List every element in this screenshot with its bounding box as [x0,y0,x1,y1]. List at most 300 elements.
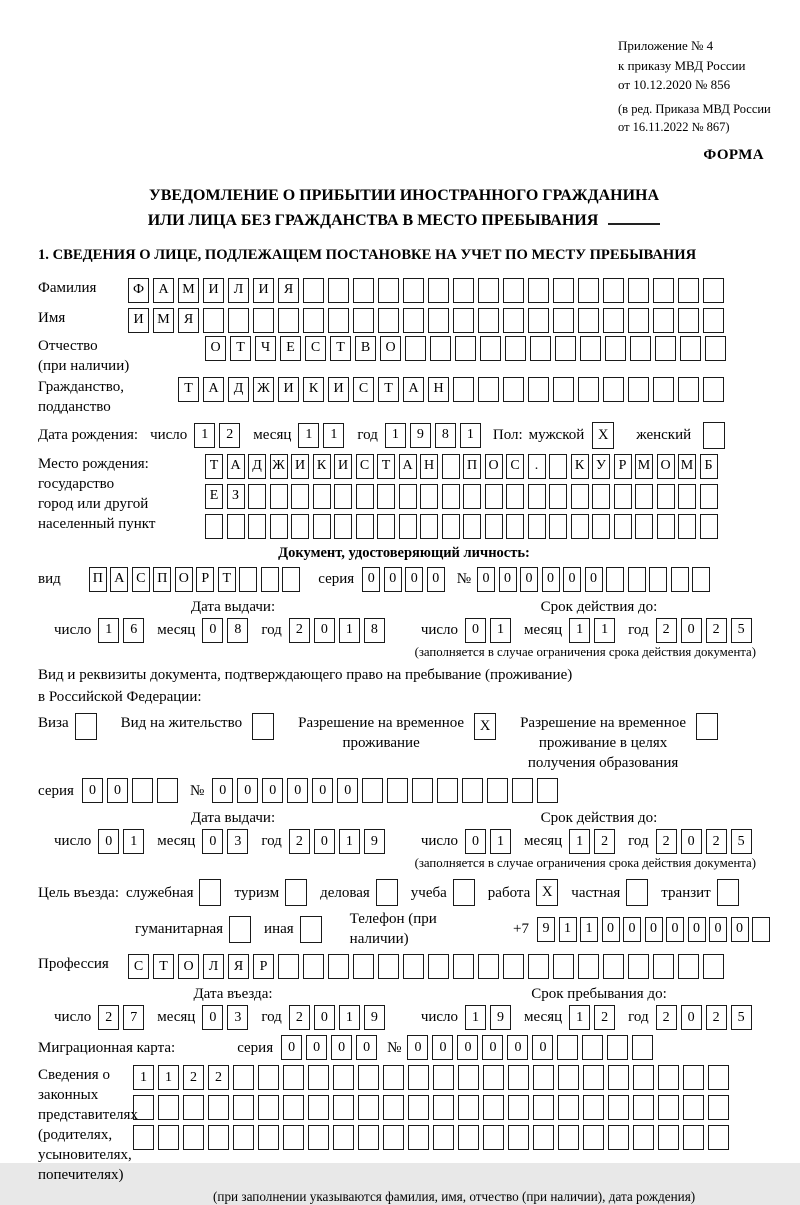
female-checkbox[interactable] [703,422,725,449]
char-box[interactable]: 1 [123,829,144,854]
char-box[interactable]: 1 [465,1005,486,1030]
char-box[interactable] [603,954,624,979]
char-box[interactable] [506,514,524,539]
char-box[interactable]: С [128,954,149,979]
char-box[interactable]: 1 [298,423,319,448]
char-box[interactable]: И [128,308,149,333]
char-box[interactable]: К [571,454,589,479]
char-box[interactable] [133,1125,154,1150]
char-box[interactable] [683,1125,704,1150]
char-box[interactable] [453,954,474,979]
char-box[interactable]: 0 [477,567,495,592]
char-box[interactable]: 1 [323,423,344,448]
char-box[interactable]: Ф [128,278,149,303]
char-box[interactable] [283,1125,304,1150]
char-box[interactable] [614,514,632,539]
char-box[interactable]: Т [218,567,236,592]
char-box[interactable] [655,336,676,361]
char-box[interactable]: 1 [569,618,590,643]
char-box[interactable] [628,377,649,402]
char-box[interactable] [708,1065,729,1090]
char-box[interactable]: 0 [427,567,445,592]
char-box[interactable]: И [328,377,349,402]
char-box[interactable] [333,1065,354,1090]
char-box[interactable]: 0 [645,917,663,942]
char-box[interactable] [700,514,718,539]
char-box[interactable] [583,1095,604,1120]
char-box[interactable]: 0 [314,1005,335,1030]
char-box[interactable] [133,1095,154,1120]
char-box[interactable]: 0 [432,1035,453,1060]
char-box[interactable] [378,308,399,333]
char-box[interactable]: 0 [499,567,517,592]
gumanitarnaya-checkbox[interactable] [229,916,251,943]
char-box[interactable] [653,278,674,303]
char-box[interactable] [442,514,460,539]
char-box[interactable] [632,1035,653,1060]
char-box[interactable]: С [356,454,374,479]
char-box[interactable] [578,308,599,333]
char-box[interactable]: Т [230,336,251,361]
char-box[interactable] [528,514,546,539]
char-box[interactable] [203,308,224,333]
char-box[interactable]: 0 [731,917,749,942]
char-box[interactable] [453,377,474,402]
char-box[interactable]: 2 [706,829,727,854]
char-box[interactable] [362,778,383,803]
char-box[interactable]: 1 [490,618,511,643]
char-box[interactable]: 8 [364,618,385,643]
char-box[interactable] [508,1095,529,1120]
delovaya-checkbox[interactable] [376,879,398,906]
char-box[interactable]: 0 [262,778,283,803]
char-box[interactable]: 0 [482,1035,503,1060]
char-box[interactable] [605,336,626,361]
char-box[interactable] [678,278,699,303]
char-box[interactable] [412,778,433,803]
char-box[interactable]: 1 [133,1065,154,1090]
char-box[interactable]: 9 [537,917,555,942]
char-box[interactable]: 7 [123,1005,144,1030]
char-box[interactable]: О [205,336,226,361]
char-box[interactable]: 0 [82,778,103,803]
char-box[interactable]: 0 [666,917,684,942]
char-box[interactable] [353,954,374,979]
char-box[interactable]: 0 [314,618,335,643]
char-box[interactable]: 1 [490,829,511,854]
char-box[interactable]: 0 [602,917,620,942]
char-box[interactable] [512,778,533,803]
char-box[interactable] [571,514,589,539]
char-box[interactable]: Ж [253,377,274,402]
char-box[interactable] [205,514,223,539]
char-box[interactable] [628,278,649,303]
char-box[interactable]: 9 [490,1005,511,1030]
char-box[interactable]: 5 [731,1005,752,1030]
char-box[interactable]: А [153,278,174,303]
char-box[interactable]: 0 [312,778,333,803]
char-box[interactable]: 1 [339,1005,360,1030]
char-box[interactable]: Ж [270,454,288,479]
char-box[interactable]: 2 [98,1005,119,1030]
char-box[interactable]: П [89,567,107,592]
char-box[interactable] [582,1035,603,1060]
char-box[interactable] [308,1125,329,1150]
char-box[interactable]: 2 [289,1005,310,1030]
char-box[interactable] [633,1065,654,1090]
char-box[interactable] [480,336,501,361]
char-box[interactable] [405,336,426,361]
char-box[interactable] [313,514,331,539]
char-box[interactable] [508,1125,529,1150]
char-box[interactable]: М [178,278,199,303]
char-box[interactable] [633,1095,654,1120]
char-box[interactable]: И [334,454,352,479]
char-box[interactable]: 2 [594,1005,615,1030]
char-box[interactable]: 9 [364,829,385,854]
char-box[interactable]: 9 [364,1005,385,1030]
char-box[interactable]: 0 [202,829,223,854]
char-box[interactable] [553,377,574,402]
char-box[interactable]: Л [203,954,224,979]
char-box[interactable]: 2 [183,1065,204,1090]
char-box[interactable] [383,1065,404,1090]
char-box[interactable]: 0 [681,1005,702,1030]
char-box[interactable]: 0 [202,618,223,643]
char-box[interactable] [291,514,309,539]
char-box[interactable]: Т [178,377,199,402]
char-box[interactable]: 0 [212,778,233,803]
char-box[interactable]: 1 [559,917,577,942]
char-box[interactable] [462,778,483,803]
char-box[interactable]: 0 [688,917,706,942]
char-box[interactable] [248,514,266,539]
char-box[interactable]: Е [205,484,223,509]
char-box[interactable] [607,1035,628,1060]
char-box[interactable]: 0 [98,829,119,854]
char-box[interactable]: 0 [237,778,258,803]
char-box[interactable]: 1 [98,618,119,643]
char-box[interactable] [558,1065,579,1090]
char-box[interactable] [533,1125,554,1150]
char-box[interactable] [635,484,653,509]
char-box[interactable] [680,336,701,361]
char-box[interactable] [635,514,653,539]
char-box[interactable]: А [110,567,128,592]
char-box[interactable]: Я [228,954,249,979]
char-box[interactable]: 0 [585,567,603,592]
char-box[interactable]: 0 [384,567,402,592]
char-box[interactable]: 2 [208,1065,229,1090]
char-box[interactable] [378,954,399,979]
char-box[interactable]: Н [428,377,449,402]
char-box[interactable] [328,954,349,979]
char-box[interactable] [258,1065,279,1090]
char-box[interactable] [258,1095,279,1120]
char-box[interactable] [533,1065,554,1090]
turizm-checkbox[interactable] [285,879,307,906]
char-box[interactable]: В [355,336,376,361]
char-box[interactable] [283,1095,304,1120]
char-box[interactable] [132,778,153,803]
char-box[interactable] [233,1125,254,1150]
char-box[interactable] [603,278,624,303]
char-box[interactable] [700,484,718,509]
char-box[interactable]: 0 [709,917,727,942]
char-box[interactable] [158,1095,179,1120]
char-box[interactable]: О [178,954,199,979]
char-box[interactable]: 1 [569,1005,590,1030]
char-box[interactable] [334,514,352,539]
char-box[interactable] [483,1095,504,1120]
char-box[interactable] [608,1095,629,1120]
char-box[interactable] [578,377,599,402]
char-box[interactable] [503,377,524,402]
char-box[interactable] [608,1065,629,1090]
char-box[interactable]: 3 [227,829,248,854]
char-box[interactable] [703,377,724,402]
inaya-checkbox[interactable] [300,916,322,943]
char-box[interactable]: А [399,454,417,479]
char-box[interactable]: 2 [656,618,677,643]
char-box[interactable]: 1 [339,618,360,643]
char-box[interactable] [671,567,689,592]
char-box[interactable] [483,1065,504,1090]
char-box[interactable]: 2 [656,829,677,854]
char-box[interactable] [583,1065,604,1090]
char-box[interactable] [485,484,503,509]
char-box[interactable] [628,954,649,979]
char-box[interactable]: П [463,454,481,479]
char-box[interactable]: П [153,567,171,592]
char-box[interactable] [592,514,610,539]
char-box[interactable] [558,1095,579,1120]
char-box[interactable] [580,336,601,361]
residence-permit-checkbox[interactable] [252,713,274,740]
char-box[interactable]: 0 [314,829,335,854]
char-box[interactable] [333,1095,354,1120]
char-box[interactable] [453,308,474,333]
char-box[interactable] [603,377,624,402]
char-box[interactable]: 0 [542,567,560,592]
char-box[interactable] [678,484,696,509]
char-box[interactable]: И [278,377,299,402]
char-box[interactable] [420,484,438,509]
char-box[interactable] [428,308,449,333]
char-box[interactable]: Л [228,278,249,303]
char-box[interactable]: 6 [123,618,144,643]
char-box[interactable]: 0 [281,1035,302,1060]
char-box[interactable]: И [253,278,274,303]
char-box[interactable]: Т [378,377,399,402]
char-box[interactable] [228,308,249,333]
char-box[interactable]: 1 [385,423,406,448]
char-box[interactable] [239,567,257,592]
char-box[interactable]: 8 [227,618,248,643]
char-box[interactable] [270,484,288,509]
char-box[interactable] [303,308,324,333]
char-box[interactable]: Д [248,454,266,479]
char-box[interactable] [383,1125,404,1150]
char-box[interactable] [628,567,646,592]
char-box[interactable]: Д [228,377,249,402]
char-box[interactable] [505,336,526,361]
char-box[interactable] [428,278,449,303]
char-box[interactable] [653,308,674,333]
char-box[interactable] [537,778,558,803]
temp-residence-checkbox[interactable]: X [474,713,496,740]
char-box[interactable]: 5 [731,829,752,854]
char-box[interactable] [183,1095,204,1120]
char-box[interactable] [334,484,352,509]
char-box[interactable]: 0 [306,1035,327,1060]
char-box[interactable] [378,278,399,303]
char-box[interactable] [630,336,651,361]
char-box[interactable] [653,377,674,402]
char-box[interactable] [528,484,546,509]
char-box[interactable] [458,1125,479,1150]
char-box[interactable]: 2 [219,423,240,448]
char-box[interactable] [578,278,599,303]
char-box[interactable]: Т [205,454,223,479]
char-box[interactable] [358,1095,379,1120]
char-box[interactable]: 0 [681,829,702,854]
sluzhebnaya-checkbox[interactable] [199,879,221,906]
char-box[interactable] [455,336,476,361]
char-box[interactable]: Р [253,954,274,979]
char-box[interactable] [606,567,624,592]
char-box[interactable] [408,1065,429,1090]
char-box[interactable]: 0 [362,567,380,592]
char-box[interactable]: З [227,484,245,509]
char-box[interactable] [503,954,524,979]
char-box[interactable] [377,514,395,539]
char-box[interactable] [383,1095,404,1120]
char-box[interactable] [633,1125,654,1150]
char-box[interactable] [387,778,408,803]
char-box[interactable]: М [635,454,653,479]
char-box[interactable]: 1 [194,423,215,448]
char-box[interactable] [453,278,474,303]
char-box[interactable] [478,377,499,402]
char-box[interactable] [233,1095,254,1120]
char-box[interactable] [420,514,438,539]
char-box[interactable] [708,1125,729,1150]
char-box[interactable] [308,1065,329,1090]
char-box[interactable]: О [485,454,503,479]
char-box[interactable] [692,567,710,592]
char-box[interactable] [683,1095,704,1120]
char-box[interactable]: М [153,308,174,333]
char-box[interactable] [528,308,549,333]
char-box[interactable] [399,484,417,509]
visa-checkbox[interactable] [75,713,97,740]
char-box[interactable]: 0 [407,1035,428,1060]
char-box[interactable]: 2 [289,829,310,854]
char-box[interactable]: 0 [520,567,538,592]
char-box[interactable]: 0 [287,778,308,803]
char-box[interactable] [308,1095,329,1120]
char-box[interactable]: 0 [507,1035,528,1060]
char-box[interactable] [399,514,417,539]
char-box[interactable] [571,484,589,509]
char-box[interactable] [705,336,726,361]
char-box[interactable] [478,954,499,979]
char-box[interactable] [278,954,299,979]
char-box[interactable] [487,778,508,803]
char-box[interactable]: К [313,454,331,479]
char-box[interactable]: А [403,377,424,402]
char-box[interactable] [283,1065,304,1090]
char-box[interactable] [614,484,632,509]
char-box[interactable] [403,308,424,333]
char-box[interactable]: О [175,567,193,592]
temp-residence-edu-checkbox[interactable] [696,713,718,740]
char-box[interactable] [752,917,770,942]
char-box[interactable] [658,1095,679,1120]
char-box[interactable]: Я [278,278,299,303]
char-box[interactable]: 0 [337,778,358,803]
char-box[interactable] [628,308,649,333]
char-box[interactable]: С [506,454,524,479]
char-box[interactable] [408,1095,429,1120]
char-box[interactable]: 0 [563,567,581,592]
char-box[interactable] [678,954,699,979]
char-box[interactable] [592,484,610,509]
char-box[interactable]: 2 [706,1005,727,1030]
char-box[interactable]: С [305,336,326,361]
char-box[interactable]: С [132,567,150,592]
char-box[interactable] [558,1125,579,1150]
char-box[interactable] [578,954,599,979]
char-box[interactable] [291,484,309,509]
char-box[interactable] [358,1125,379,1150]
char-box[interactable] [208,1125,229,1150]
char-box[interactable] [303,278,324,303]
char-box[interactable] [608,1125,629,1150]
char-box[interactable]: 3 [227,1005,248,1030]
rabota-checkbox[interactable]: X [536,879,558,906]
char-box[interactable] [708,1095,729,1120]
char-box[interactable]: 0 [681,618,702,643]
char-box[interactable] [428,954,449,979]
char-box[interactable] [433,1125,454,1150]
char-box[interactable] [549,454,567,479]
char-box[interactable]: 2 [706,618,727,643]
char-box[interactable] [183,1125,204,1150]
char-box[interactable]: 1 [158,1065,179,1090]
char-box[interactable] [678,377,699,402]
char-box[interactable] [233,1065,254,1090]
char-box[interactable]: А [203,377,224,402]
char-box[interactable] [530,336,551,361]
char-box[interactable] [353,278,374,303]
char-box[interactable]: М [678,454,696,479]
char-box[interactable] [158,1125,179,1150]
char-box[interactable]: 0 [202,1005,223,1030]
char-box[interactable] [248,484,266,509]
char-box[interactable] [583,1125,604,1150]
char-box[interactable] [649,567,667,592]
char-box[interactable] [377,484,395,509]
char-box[interactable]: 2 [594,829,615,854]
char-box[interactable]: 2 [656,1005,677,1030]
char-box[interactable] [658,1065,679,1090]
char-box[interactable] [483,1125,504,1150]
char-box[interactable] [356,484,374,509]
char-box[interactable]: Е [280,336,301,361]
char-box[interactable] [253,308,274,333]
